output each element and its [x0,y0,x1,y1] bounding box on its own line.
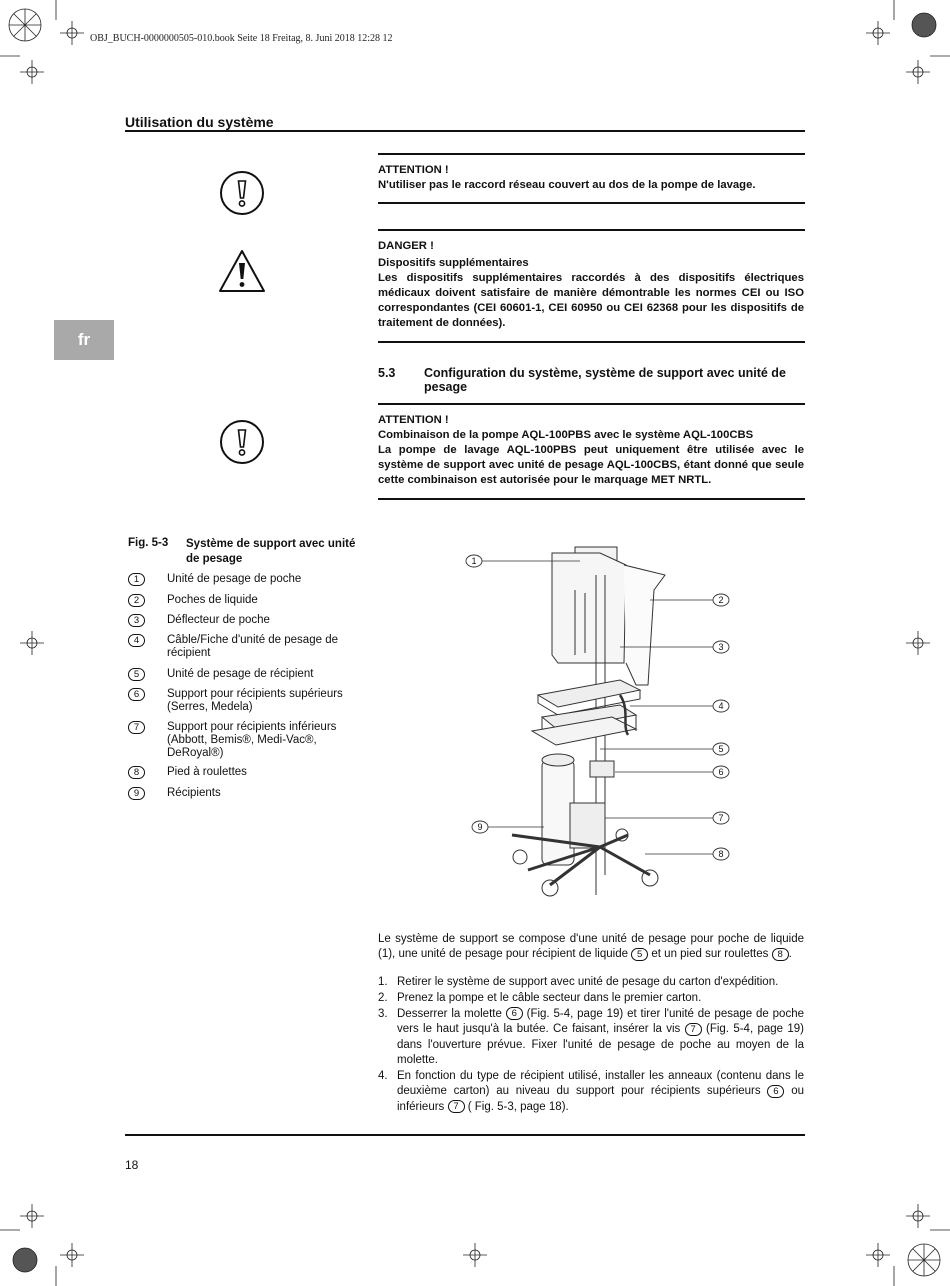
notice-2 [378,239,804,331]
callout-label: 7 [718,813,724,823]
step-text-part: Desserrer la molette [397,1008,502,1020]
divider [378,229,805,231]
callout-label: 8 [718,849,724,859]
callout-reference: 6 [767,1085,784,1098]
print-header: OBJ_BUCH-0000000505-010.book Seite 18 Freitag, 8. Juni 2018 12:28 12 [90,33,393,44]
callout-number: 6 [128,688,145,701]
legend-text: Support pour récipients inférieurs (Abbott, Bemis®, Medi-Vac®, DeRoyal®) [167,721,337,759]
callout-reference: 5 [631,948,648,961]
notice-subheading: Combinaison de la pompe AQL-100PBS avec le système AQL-100CBS [378,429,754,441]
step-text [397,1007,804,1069]
stand-illustration [440,535,770,905]
divider [378,498,805,500]
callout-number: 2 [128,594,145,607]
callout-number: 1 [128,573,145,586]
callout-number: 4 [128,634,145,647]
subsection-number: 5.3 [378,366,396,380]
subsection-title: Configuration du système, système de support avec unité de pesage [424,366,786,394]
divider [378,341,805,343]
divider [125,130,805,132]
legend-text: Poches de liquide [167,594,258,606]
callout-reference: 7 [685,1023,702,1036]
step-text-part: ou inférieurs [397,1085,804,1113]
paragraph-text: Le système de support se compose d'une unité de pesage pour poche de liquide (1), une unité de pesage pour récipient de liquide [378,933,804,961]
notice-body: N'utiliser pas le raccord réseau couvert au dos de la pompe de lavage. [378,179,756,191]
callout-reference: 7 [448,1100,465,1113]
registration-mark [912,13,936,37]
step-text: Retirer le système de support avec unité de pesage du carton d'expédition. [397,976,779,988]
step-number: 1. [378,976,388,988]
callout-number: 9 [128,787,145,800]
page-number: 18 [125,1158,139,1172]
legend-text: Support pour récipients supérieurs (Serres, Medela) [167,688,343,713]
step-number: 4. [378,1070,388,1082]
callout-label: 1 [471,556,477,566]
notice-body: Les dispositifs supplémentaires raccordés à des dispositifs électriques médicaux doivent satisfaire de manière démontrable les normes CEI ou ISO correspondantes (CEI 60601-1, CEI 60950 ou CEI 62368 pour les dispositifs de traitement de données). [378,272,804,329]
callout-label: 5 [718,744,724,754]
paragraph-text: . [788,948,792,961]
paragraph-text: et un pied sur roulettes [651,948,769,961]
registration-mark [13,1248,37,1272]
registration-mark [9,9,41,41]
notice-heading: ATTENTION ! [378,164,449,176]
notice-subheading: Dispositifs supplémentaires [378,257,529,269]
exclamation-circle-icon [219,170,265,216]
step-text-part: En fonction du type de récipient utilisé, installer les anneaux (contenu dans le deuxième carton) au niveau du support pour récipients supérieurs [397,1070,804,1098]
callout-label: 3 [718,642,724,652]
notice-1 [378,163,805,193]
notice-heading: ATTENTION ! [378,414,449,426]
figure-caption: Système de support avec unité de pesage [186,538,356,565]
footer-divider [125,1134,805,1136]
legend-text: Câble/Fiche d'unité de pesage de récipient [167,634,338,659]
exclamation-circle-icon [219,419,265,465]
step-number: 2. [378,992,388,1004]
divider [378,202,805,204]
intro-paragraph [378,932,804,963]
step-text [397,1069,804,1115]
callout-reference: 6 [506,1007,523,1020]
section-title: Utilisation du système [125,114,274,130]
callout-label: 9 [477,822,483,832]
callout-number: 8 [128,766,145,779]
notice-heading: DANGER ! [378,240,434,252]
callout-number: 5 [128,668,145,681]
warning-triangle-icon [218,248,266,294]
language-tab: fr [54,320,114,360]
legend-text: Récipients [167,787,221,799]
legend-text: Unité de pesage de récipient [167,668,314,680]
registration-mark [908,1244,940,1276]
callout-reference: 8 [772,948,789,961]
step-text-part: (Fig. 5-4, page 19) dans l'ouverture prévue. Fixer l'unité de pesage de poche au moyen de la molette. [397,1023,805,1067]
legend-text: Déflecteur de poche [167,614,270,626]
callout-label: 6 [718,767,724,777]
step-number: 3. [378,1008,388,1020]
step-text-part: ( Fig. 5-3, page 18). [467,1100,569,1113]
divider [378,403,805,405]
step-text-part: (Fig. 5-4, page 19) et tirer l'unité de pesage de poche vers le haut jusqu'à la butée. Ce faisant, insérer la vis [397,1008,804,1036]
legend-text: Unité de pesage de poche [167,573,302,585]
figure-label: Fig. 5-3 [128,537,169,549]
callout-number: 3 [128,614,145,627]
legend-text: Pied à roulettes [167,766,247,778]
divider [378,153,805,155]
callout-number: 7 [128,721,145,734]
callout-label: 4 [718,701,724,711]
callout-label: 2 [718,595,724,605]
step-text: Prenez la pompe et le câble secteur dans le premier carton. [397,992,702,1004]
notice-3 [378,413,804,488]
notice-body: La pompe de lavage AQL-100PBS peut uniquement être utilisée avec le système de support avec unité de pesage AQL-100CBS, étant donné que seule cette combinaison est autorisée pour le marquage MET NRTL. [378,444,804,486]
